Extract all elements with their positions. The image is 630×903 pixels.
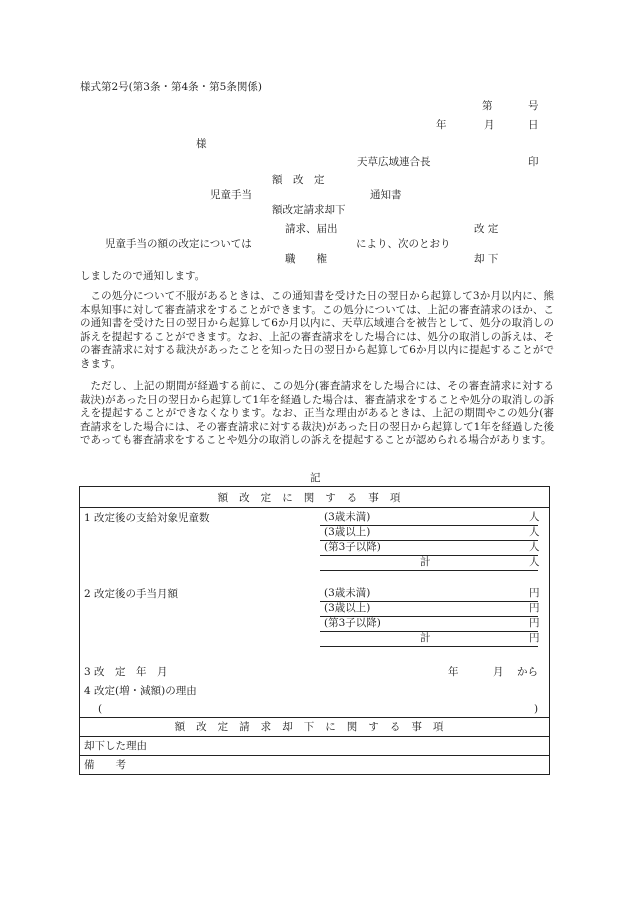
closing-sentence: しましたので通知します。	[80, 270, 206, 282]
form-label: 様式第2号(第3条・第4条・第5条関係)	[80, 81, 262, 93]
number-suffix: 号	[528, 100, 539, 112]
item4-close-paren: )	[534, 703, 539, 715]
divider	[80, 736, 549, 737]
remarks-label: 備 考	[84, 759, 126, 771]
item2-label: 2 改定後の手当月額	[84, 588, 179, 600]
item2-unit: 円	[529, 632, 540, 644]
title-subject: 児童手当	[210, 189, 252, 201]
item4-open-paren: (	[98, 703, 103, 715]
reason-option-authority: 職 権	[285, 253, 327, 265]
underline	[320, 646, 538, 647]
reason-intro: 児童手当の額の改定については	[105, 238, 252, 250]
notice-paragraph-1: この処分について不服があるときは、この通知書を受けた日の翌日から起算して3か月以内に、熊本県知事に対して審査請求をすることができます。この処分については、上記の審査請求のほか、この通知書を受けた日の翌日から起算して6か月以内に、天草広域連合を被告として、処分の取消しの訴えを提起することができます。なお、上記の審査請求をした場合には、処分の取消しの訴えは、その審査請求に対する裁決があったことを知った日の翌日から起算して6か月以内に提起することができます。	[80, 290, 554, 370]
divider	[80, 755, 549, 756]
item1-unit: 人	[529, 511, 540, 523]
item1-unit: 人	[529, 556, 540, 568]
title-document-type: 通知書	[370, 189, 402, 201]
title-option-revision: 額 改 定	[272, 174, 325, 186]
title-option-rejection: 額改定請求却下	[272, 204, 346, 216]
reason-option-request: 請求、届出	[285, 223, 338, 235]
item1-label: 1 改定後の支給対象児童数	[84, 512, 210, 524]
notice-paragraph-2: ただし、上記の期間が経過する前に、この処分(審査請求をした場合には、その審査請求に対する裁決)があった日の翌日から起算して1年を経過した場合は、審査請求をすることや処分の取消しの訴えを提起することができなくなります。なお、正当な理由があるときは、上記の期間やこの処分(審査請求をした場合には、その審査請求に対する裁決)があった日の翌日から起算して1年を経過した後であっても審査請求をすることや処分の取消しの訴えを提起することが認められる場合があります。	[80, 380, 554, 447]
date-month: 月	[484, 119, 495, 131]
addressee-suffix: 様	[196, 138, 207, 150]
date-day: 日	[528, 119, 539, 131]
item1-row-over3: (3歳以上)	[324, 526, 371, 538]
item2-total: 計	[420, 632, 431, 644]
reason-middle: により、次のとおり	[356, 238, 451, 250]
item3-year: 年	[448, 666, 459, 678]
rejection-reason-label: 却下した理由	[84, 740, 147, 752]
item2-unit: 円	[529, 617, 540, 629]
item3-label: 3 改 定 年 月	[84, 666, 168, 678]
item4-label: 4 改定(増・減額)の理由	[84, 685, 197, 697]
result-option-revise: 改 定	[474, 223, 499, 235]
divider	[80, 507, 549, 508]
item2-row-third-child: (第3子以降)	[324, 617, 381, 629]
item2-unit: 円	[529, 602, 540, 614]
item1-row-third-child: (第3子以降)	[324, 541, 381, 553]
item1-unit: 人	[529, 541, 540, 553]
sender-name: 天草広域連合長	[357, 156, 431, 168]
ki-mark: 記	[310, 472, 321, 484]
item1-row-under3: (3歳未満)	[324, 511, 371, 523]
seal-mark: 印	[528, 156, 539, 168]
item2-unit: 円	[529, 587, 540, 599]
item1-total: 計	[420, 556, 431, 568]
section-header-revision: 額改定に関する事項	[217, 492, 412, 504]
item3-month: 月	[493, 666, 504, 678]
section-header-rejection: 額改定請求却下に関する事項	[174, 721, 455, 733]
item1-unit: 人	[529, 526, 540, 538]
result-option-reject: 却 下	[474, 253, 499, 265]
divider	[80, 717, 549, 718]
item3-from: から	[517, 666, 538, 678]
number-prefix: 第	[482, 100, 493, 112]
date-year: 年	[436, 119, 447, 131]
underline	[320, 570, 538, 571]
revision-form-table	[79, 486, 550, 775]
item2-row-under3: (3歳未満)	[324, 587, 371, 599]
item2-row-over3: (3歳以上)	[324, 602, 371, 614]
